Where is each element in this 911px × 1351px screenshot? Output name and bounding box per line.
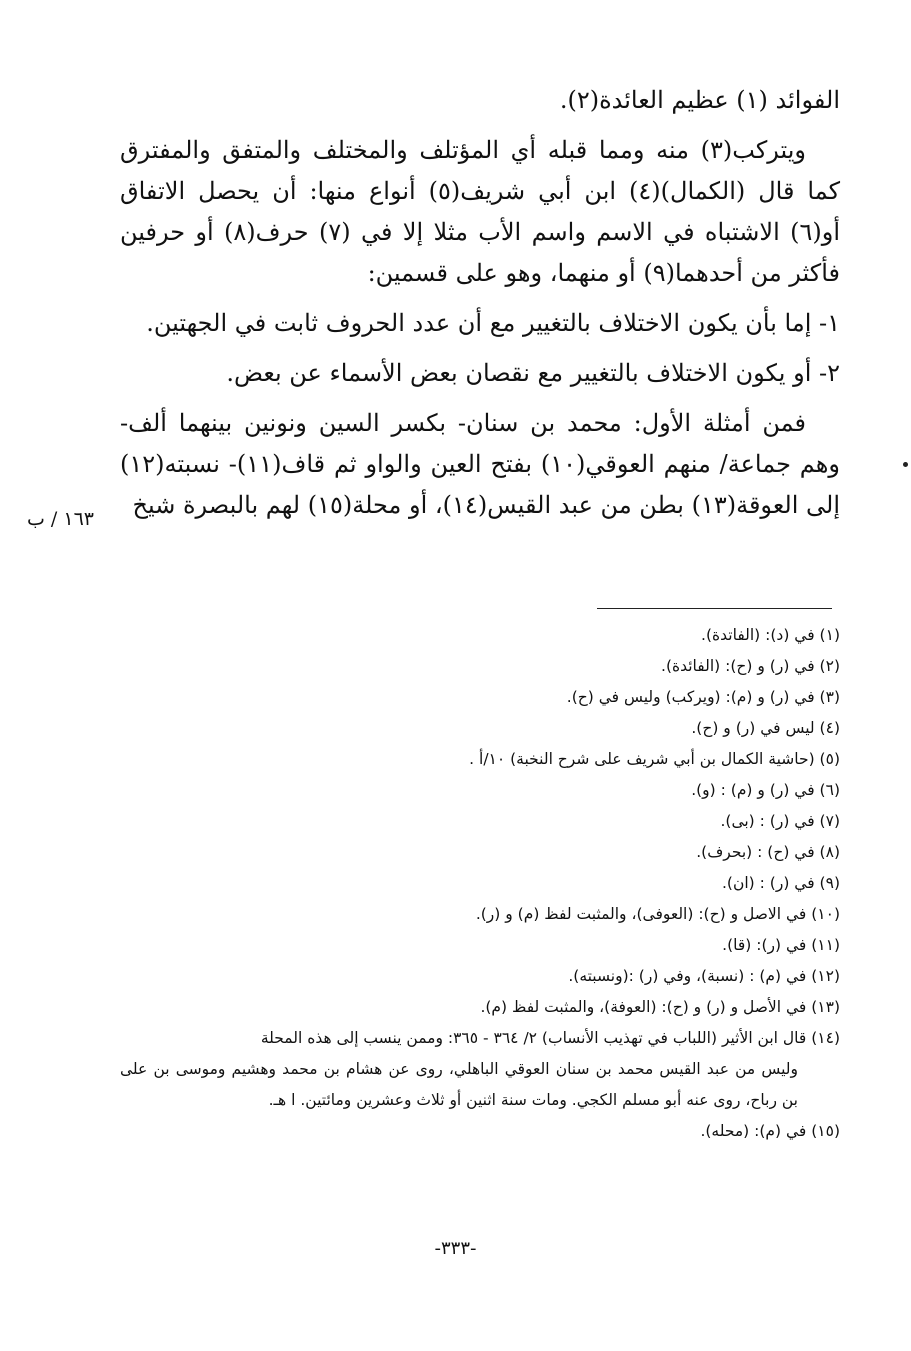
footnote-14 <box>120 1023 840 1116</box>
footnote-3: (٣) في (ر) و (م): (ويركب) وليس في (ح). <box>566 688 840 706</box>
main-text <box>120 80 840 535</box>
footnote-9: (٩) في (ر) : (ان). <box>722 874 840 892</box>
paragraph-4: ٢- أو يكون الاختلاف بالتغيير مع نقصان بعض الأسماء عن بعض. <box>226 359 840 387</box>
margin-dot <box>903 462 908 467</box>
footnote-separator <box>597 608 832 609</box>
footnote-15: (١٥) في (م): (محله). <box>700 1122 840 1140</box>
footnote-14-continuation: وليس من عبد القيس محمد بن سنان العوقي الباهلي، روى عن هشام بن محمد وهشيم وموسى بن على بن رباح، روى عنه أبو مسلم الكجي. ومات سنة اثنين أو ثلاث وعشرين ومائتين. ا هـ. <box>120 1060 798 1109</box>
page-number: -٣٣٣- <box>434 1238 477 1259</box>
footnote-4: (٤) ليس في (ر) و (ح). <box>691 719 840 737</box>
footnote-14-first-line: (١٤) قال ابن الأثير (اللباب في تهذيب الأنساب) ٢/ ٣٦٤ - ٣٦٥: وممن ينسب إلى هذه المحلة <box>260 1029 840 1047</box>
folio-margin-note: ١٦٣ / ب <box>27 508 94 530</box>
footnotes <box>120 620 840 1147</box>
footnote-8: (٨) في (ح) : (بحرف). <box>696 843 840 861</box>
paragraph-1: الفوائد (١) عظيم العائدة(٢). <box>559 86 840 114</box>
footnote-12: (١٢) في (م) : (نسبة)، وفي (ر) :(ونسبته). <box>568 967 840 985</box>
footnote-2: (٢) في (ر) و (ح): (الفائدة). <box>661 657 840 675</box>
footnote-5: (٥) (حاشية الكمال بن أبي شريف على شرح النخبة) ١٠/أ . <box>469 750 840 768</box>
paragraph-3: ١- إما بأن يكون الاختلاف بالتغيير مع أن عدد الحروف ثابت في الجهتين. <box>146 309 840 337</box>
footnote-6: (٦) في (ر) و (م) : (و). <box>691 781 840 799</box>
paragraph-2: ويتركب(٣) منه ومما قبله أي المؤتلف والمختلف والمتفق والمفترق كما قال (الكمال)(٤) ابن أبي شريف(٥) أنواع منها: أن يحصل الاتفاق أو(٦) الاشتباه في الاسم واسم الأب مثلا إلا في (٧) حرف(٨) أو حرفين فأكثر من أحدهما(٩) أو منهما، وهو على قسمين: <box>120 136 840 287</box>
footnote-7: (٧) في (ر) : (بى). <box>720 812 840 830</box>
footnote-10: (١٠) في الاصل و (ح): (العوفى)، والمثبت لفظ (م) و (ر). <box>475 905 840 923</box>
paragraph-5: فمن أمثلة الأول: محمد بن سنان- بكسر السين ونونين بينهما ألف- وهم جماعة/ منهم العوقي(١٠) بفتح العين والواو ثم قاف(١١)- نسبته(١٢) إلى العوقة(١٣) بطن من عبد القيس(١٤)، أو محلة(١٥) لهم بالبصرة شيخ <box>120 409 841 519</box>
footnote-11: (١١) في (ر): (قا). <box>722 936 840 954</box>
footnote-1: (١) في (د): (الفاتدة). <box>701 626 840 644</box>
footnote-13: (١٣) في الأصل و (ر) و (ح): (العوفة)، والمثبت لفظ (م). <box>480 998 840 1016</box>
